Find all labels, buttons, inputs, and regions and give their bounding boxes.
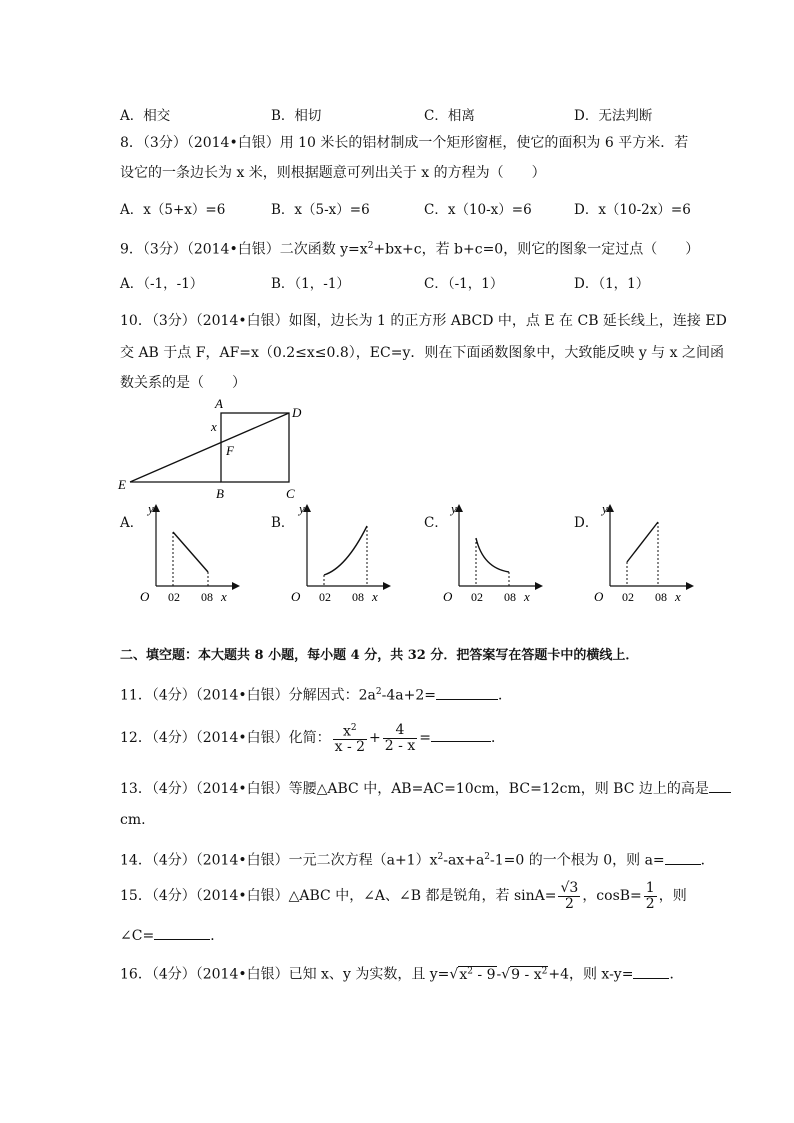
svg-text:x: x <box>221 589 227 604</box>
svg-text:02: 02 <box>319 590 331 604</box>
label-f: F <box>226 443 234 458</box>
q9-option-d: D．（1，1） <box>574 276 650 292</box>
fraction-1: $\frac{x^2}{x - 2}$ <box>334 722 366 756</box>
q8-stem-line1: 8．（3分）（2014•白银）用 10 米长的铝材制成一个矩形窗框，使它的面积为 6 平方米．若 <box>120 135 689 151</box>
q8-option-c: C．x（10-x）=6 <box>424 202 532 218</box>
q9-option-b: B．（1，-1） <box>271 276 350 292</box>
curve-a <box>173 532 208 572</box>
answer-blank <box>633 978 669 979</box>
line-ed <box>130 413 289 482</box>
radicand-1: $x^2 - 9$ <box>459 966 496 983</box>
svg-text:08: 08 <box>504 590 516 604</box>
svg-text:08: 08 <box>201 590 213 604</box>
answer-blank <box>709 792 731 793</box>
svg-text:02: 02 <box>471 590 483 604</box>
label-a: A <box>215 396 223 411</box>
q7-option-c: C．相离 <box>424 108 475 124</box>
q10-stem-line3: 数关系的是（ ） <box>120 375 246 391</box>
graph-b <box>291 500 401 608</box>
q7-option-b: B．相切 <box>271 108 322 124</box>
fraction-sqrt3-over-2: $\frac{√3}{2}$ <box>560 879 579 912</box>
graph-a <box>140 500 250 608</box>
svg-text:08: 08 <box>352 590 364 604</box>
svg-text:02: 02 <box>622 590 634 604</box>
q13-line1: 13．（4分）（2014•白银）等腰△ABC 中，AB=AC=10cm，BC=12cm，则 BC 边上的高是 <box>120 780 731 798</box>
x-arrow-icon <box>686 582 694 590</box>
q15-line2: ∠C= ． <box>120 928 225 944</box>
answer-blank <box>431 741 491 742</box>
graph-c-label: C． <box>424 515 448 531</box>
x-arrow-icon <box>383 582 391 590</box>
q16: 16．（4分）（2014•白银）已知 x、y 为实数，且 $y=√x^2 - 9-√9 - x^2+4$，则 x-y= ． <box>120 966 684 983</box>
q11: 11．（4分）（2014•白银）分解因式：$2a^2-4a+2=$ ． <box>120 687 512 704</box>
svg-text:x: x <box>675 589 681 604</box>
svg-text:y: y <box>602 501 608 516</box>
graph-d-label: D． <box>574 515 599 531</box>
section2-title: 二、填空题：本大题共 8 小题，每小题 4 分，共 32 分．把答案写在答题卡中的横线上． <box>120 648 639 663</box>
q8-option-b: B．x（5-x）=6 <box>271 202 370 218</box>
answer-blank <box>665 864 701 865</box>
q7-option-a: A．相交 <box>120 108 171 124</box>
answer-blank <box>154 939 210 940</box>
q15-line1: 15．（4分）（2014•白银）△ABC 中，∠A、∠B 都是锐角，若 sinA= $\frac{√3}{2}$ ，cosB= $\frac{1}{2}$ ，则 <box>120 879 687 912</box>
graph-b-label: B． <box>271 515 295 531</box>
q9-stem: 9．（3分）（2014•白银）二次函数 $y=x^2+bx+c$，若 b+c=0，则它的图象一定过点（ ） <box>120 241 700 258</box>
svg-text:y: y <box>148 501 154 516</box>
sqrt-sign-icon: √ <box>501 966 511 983</box>
q9-option-a: A．（-1，-1） <box>120 276 204 292</box>
svg-text:08: 08 <box>655 590 667 604</box>
label-d: D <box>292 405 302 420</box>
x-arrow-icon <box>232 582 240 590</box>
label-x: x <box>211 419 217 434</box>
curve-d <box>627 522 658 562</box>
q14: 14．（4分）（2014•白银）一元二次方程$(a+1)x^2-ax+a^2-1=0$ 的一个根为 0，则 a= ． <box>120 852 715 869</box>
curve-b <box>324 526 367 575</box>
svg-text:y: y <box>299 501 305 516</box>
svg-text:O: O <box>594 589 604 604</box>
svg-text:x: x <box>372 589 378 604</box>
q7-option-d: D．无法判断 <box>574 108 653 124</box>
svg-text:O: O <box>443 589 453 604</box>
fraction-1-over-2: $\frac{1}{2}$ <box>645 879 655 912</box>
q8-option-d: D．x（10-2x）=6 <box>574 202 691 218</box>
q9-option-c: C．（-1，1） <box>424 276 504 292</box>
q8-option-a: A．x（5+x）=6 <box>120 202 226 218</box>
q10-stem-line1: 10．（3分）（2014•白银）如图，边长为 1 的正方形 ABCD 中，点 E 在 CB 延长线上，连接 ED <box>120 313 727 329</box>
label-b: B <box>216 486 224 501</box>
q13-line2: cm. <box>120 812 146 828</box>
fraction-2: $\frac{4}{2 - x}$ <box>384 721 416 754</box>
answer-blank <box>436 699 498 700</box>
svg-text:O: O <box>291 589 301 604</box>
svg-text:02: 02 <box>168 590 180 604</box>
graph-d <box>594 500 704 608</box>
q12: 12．（4分）（2014•白银）化简： $\frac{x^2}{x - 2}$ + $\frac{4}{2 - x}$ = ． <box>120 721 505 756</box>
curve-c <box>476 538 509 572</box>
svg-text:O: O <box>140 589 150 604</box>
label-e: E <box>118 477 126 492</box>
q10-stem-line2: 交 AB 于点 F，AF=x（0.2≤x≤0.8），EC=y．则在下面函数图象中，大致能反映 y 与 x 之间函 <box>120 345 724 361</box>
svg-text:x: x <box>524 589 530 604</box>
radicand-2: $9 - x^2$ <box>511 966 548 983</box>
graph-a-label: A． <box>120 515 144 531</box>
q8-stem-line2: 设它的一条边长为 x 米，则根据题意可列出关于 x 的方程为（ ） <box>120 165 546 181</box>
label-c: C <box>286 486 295 501</box>
q10-square-figure <box>110 396 320 506</box>
svg-text:y: y <box>451 501 457 516</box>
sqrt-sign-icon: √ <box>449 966 459 983</box>
x-arrow-icon <box>535 582 543 590</box>
graph-c <box>443 500 553 608</box>
